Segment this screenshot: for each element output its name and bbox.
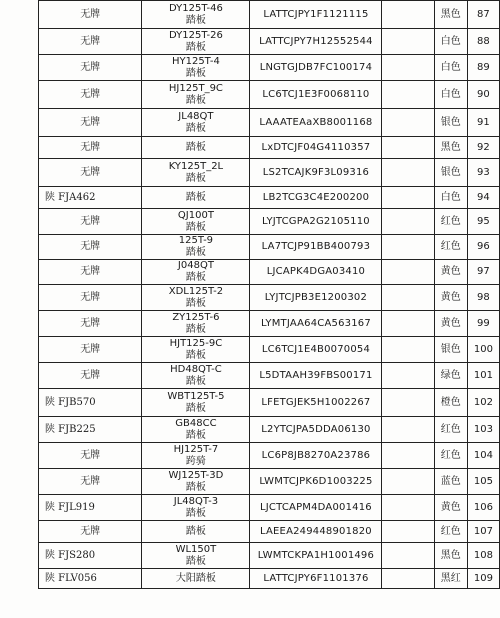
table-row [39,235,500,260]
color-cell: 黄色 [434,285,467,311]
model-cell: QJ100T 踏板 [142,209,250,235]
plate-cell: 无牌 [39,137,142,159]
empty-cell [382,1,434,29]
table-row [39,29,500,55]
model-cell: KY125T_2L 踏板 [142,159,250,187]
model-cell: 踏板 [142,187,250,209]
vin-cell: LYJTCGPA2G2105110 [250,209,382,235]
number-cell: 88 [467,29,499,55]
empty-cell [382,109,434,137]
empty-cell [382,235,434,260]
table-row [39,363,500,389]
model-cell: JL48QT 踏板 [142,109,250,137]
vin-cell: LA7TCJP91BB400793 [250,235,382,260]
table-row [39,569,500,589]
table-row [39,337,500,363]
vin-cell: LC6TCJ1E4B0070054 [250,337,382,363]
plate-cell: 无牌 [39,311,142,337]
empty-cell [382,495,434,521]
model-cell: HD48QT-C 踏板 [142,363,250,389]
vin-cell: LATTCJPY7H12552544 [250,29,382,55]
plate-cell: 无牌 [39,363,142,389]
color-cell: 白色 [434,81,467,109]
number-cell: 107 [467,521,499,543]
empty-cell [382,389,434,417]
plate-cell: 陕 FLV056 [39,569,142,589]
number-cell: 90 [467,81,499,109]
vin-cell: LAEEA249448901820 [250,521,382,543]
number-cell: 103 [467,417,499,443]
number-cell: 99 [467,311,499,337]
plate-cell: 无牌 [39,55,142,81]
table-row [39,469,500,495]
model-cell: DY125T-46 踏板 [142,1,250,29]
color-cell: 红色 [434,209,467,235]
vin-cell: L5DTAAH39FBS00171 [250,363,382,389]
plate-cell: 无牌 [39,469,142,495]
plate-cell: 陕 FJS280 [39,543,142,569]
table-row [39,285,500,311]
table-row [39,137,500,159]
plate-cell: 陕 FJB225 [39,417,142,443]
table-row [39,311,500,337]
color-cell: 黄色 [434,495,467,521]
table-row [39,1,500,29]
table-row [39,443,500,469]
color-cell: 红色 [434,443,467,469]
color-cell: 红色 [434,235,467,260]
model-cell: HJ125T_9C 踏板 [142,81,250,109]
color-cell: 白色 [434,29,467,55]
plate-cell: 陕 FJL919 [39,495,142,521]
model-cell: 踏板 [142,137,250,159]
model-cell: JL48QT-3 踏板 [142,495,250,521]
color-cell: 黄色 [434,260,467,285]
empty-cell [382,187,434,209]
vin-cell: LATTCJPY1F1121115 [250,1,382,29]
vin-cell: LATTCJPY6F1101376 [250,569,382,589]
number-cell: 102 [467,389,499,417]
number-cell: 97 [467,260,499,285]
empty-cell [382,55,434,81]
table-row [39,543,500,569]
empty-cell [382,311,434,337]
vin-cell: LJCAPK4DGA03410 [250,260,382,285]
color-cell: 银色 [434,109,467,137]
vin-cell: LFETGJEK5H1002267 [250,389,382,417]
table-row [39,187,500,209]
table-row [39,209,500,235]
color-cell: 银色 [434,337,467,363]
color-cell: 红色 [434,417,467,443]
vin-cell: LC6TCJ1E3F0068110 [250,81,382,109]
color-cell: 绿色 [434,363,467,389]
empty-cell [382,337,434,363]
number-cell: 91 [467,109,499,137]
vin-cell: LS2TCAJK9F3L09316 [250,159,382,187]
model-cell: HJ125T-7 跨骑 [142,443,250,469]
empty-cell [382,285,434,311]
model-cell: 125T-9 踏板 [142,235,250,260]
plate-cell: 无牌 [39,109,142,137]
number-cell: 96 [467,235,499,260]
plate-cell: 无牌 [39,337,142,363]
table-row [39,417,500,443]
model-cell: J048QT 踏板 [142,260,250,285]
color-cell: 红色 [434,521,467,543]
model-cell: 踏板 [142,521,250,543]
model-cell: WBT125T-5 踏板 [142,389,250,417]
model-cell: HJT125-9C 踏板 [142,337,250,363]
vin-cell: LNGTGJDB7FC100174 [250,55,382,81]
vin-cell: L2YTCJPA5DDA06130 [250,417,382,443]
color-cell: 黑色 [434,1,467,29]
model-cell: GB48CC 踏板 [142,417,250,443]
vehicle-table [38,0,500,589]
plate-cell: 无牌 [39,81,142,109]
table-row [39,389,500,417]
color-cell: 黑色 [434,137,467,159]
table-row [39,109,500,137]
number-cell: 87 [467,1,499,29]
number-cell: 101 [467,363,499,389]
number-cell: 94 [467,187,499,209]
empty-cell [382,417,434,443]
number-cell: 95 [467,209,499,235]
number-cell: 98 [467,285,499,311]
table-row [39,495,500,521]
color-cell: 白色 [434,187,467,209]
number-cell: 92 [467,137,499,159]
table-row [39,159,500,187]
model-cell: 大阳踏板 [142,569,250,589]
empty-cell [382,521,434,543]
number-cell: 106 [467,495,499,521]
empty-cell [382,543,434,569]
model-cell: WL150T 踏板 [142,543,250,569]
plate-cell: 陕 FJB570 [39,389,142,417]
plate-cell: 无牌 [39,159,142,187]
number-cell: 108 [467,543,499,569]
model-cell: ZY125T-6 踏板 [142,311,250,337]
color-cell: 黑色 [434,543,467,569]
color-cell: 白色 [434,55,467,81]
number-cell: 105 [467,469,499,495]
empty-cell [382,363,434,389]
empty-cell [382,159,434,187]
vin-cell: LB2TCG3C4E200200 [250,187,382,209]
plate-cell: 无牌 [39,235,142,260]
plate-cell: 无牌 [39,29,142,55]
color-cell: 蓝色 [434,469,467,495]
vin-cell: LxDTCJF04G4110357 [250,137,382,159]
empty-cell [382,443,434,469]
vehicle-table-body [39,1,500,589]
table-row [39,81,500,109]
plate-cell: 无牌 [39,521,142,543]
plate-cell: 无牌 [39,260,142,285]
color-cell: 黄色 [434,311,467,337]
empty-cell [382,569,434,589]
color-cell: 橙色 [434,389,467,417]
color-cell: 银色 [434,159,467,187]
empty-cell [382,209,434,235]
number-cell: 89 [467,55,499,81]
plate-cell: 无牌 [39,1,142,29]
model-cell: WJ125T-3D 踏板 [142,469,250,495]
table-row [39,55,500,81]
number-cell: 93 [467,159,499,187]
vin-cell: LAAATEAaXB8001168 [250,109,382,137]
table-row [39,260,500,285]
model-cell: DY125T-26 踏板 [142,29,250,55]
vin-cell: LC6P8JB8270A23786 [250,443,382,469]
vin-cell: LWMTCJPK6D1003225 [250,469,382,495]
table-row [39,521,500,543]
model-cell: HY125T-4 踏板 [142,55,250,81]
number-cell: 100 [467,337,499,363]
empty-cell [382,469,434,495]
empty-cell [382,260,434,285]
vin-cell: LYMTJAA64CA563167 [250,311,382,337]
plate-cell: 无牌 [39,285,142,311]
plate-cell: 陕 FJA462 [39,187,142,209]
empty-cell [382,29,434,55]
color-cell: 黑红 [434,569,467,589]
number-cell: 104 [467,443,499,469]
vin-cell: LYJTCJPB3E1200302 [250,285,382,311]
empty-cell [382,137,434,159]
number-cell: 109 [467,569,499,589]
vin-cell: LJCTCAPM4DA001416 [250,495,382,521]
vin-cell: LWMTCKPA1H1001496 [250,543,382,569]
plate-cell: 无牌 [39,443,142,469]
plate-cell: 无牌 [39,209,142,235]
model-cell: XDL125T-2 踏板 [142,285,250,311]
empty-cell [382,81,434,109]
